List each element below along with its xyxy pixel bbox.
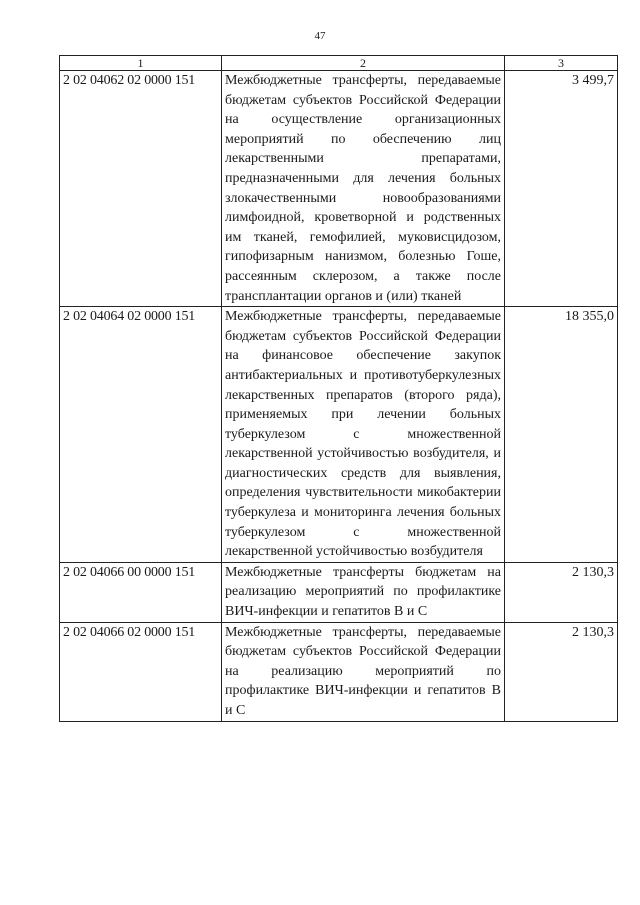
table-row bbox=[60, 622, 618, 721]
budget-code-cell: 2 02 04062 02 0000 151 bbox=[60, 71, 222, 307]
amount-cell: 2 130,3 bbox=[505, 622, 618, 721]
column-header-description: 2 bbox=[222, 56, 505, 71]
description-cell: Межбюджетные трансферты, передаваемые бюджетам субъектов Российской Федерации на реализацию мероприятий по профилактике ВИЧ-инфекции и гепатитов В и С bbox=[222, 622, 505, 721]
page-number: 47 bbox=[314, 30, 326, 42]
budget-code-cell: 2 02 04066 02 0000 151 bbox=[60, 622, 222, 721]
table-row bbox=[60, 71, 618, 307]
amount-cell: 18 355,0 bbox=[505, 307, 618, 563]
table-row bbox=[60, 562, 618, 622]
budget-code-cell: 2 02 04064 02 0000 151 bbox=[60, 307, 222, 563]
budget-code-cell: 2 02 04066 00 0000 151 bbox=[60, 562, 222, 622]
budget-transfers-table bbox=[59, 55, 618, 722]
table-row bbox=[60, 307, 618, 563]
description-cell: Межбюджетные трансферты бюджетам на реализацию мероприятий по профилактике ВИЧ-инфекции и гепатитов В и С bbox=[222, 562, 505, 622]
description-cell: Межбюджетные трансферты, передаваемые бюджетам субъектов Российской Федерации на осуществление организационных мероприятий по обеспечению лиц лекарственными препаратами, предназначенными для лечения больных злокачественными новообразованиями лимфоидной, кроветворной и родственных им тканей, гемофилией, муковисцидозом, гипофизарным нанизмом, болезнью Гоше, рассеянным склерозом, а также после трансплантации органов и (или) тканей bbox=[222, 71, 505, 307]
description-cell: Межбюджетные трансферты, передаваемые бюджетам субъектов Российской Федерации на финансовое обеспечение закупок антибактериальных и противотуберкулезных лекарственных препаратов (второго ряда), применяемых при лечении больных туберкулезом с множественной лекарственной устойчивостью возбудителя, и диагностических средств для выявления, определения чувствительности микобактерии туберкулеза и мониторинга лечения больных туберкулезом с множественной лекарственной устойчивостью возбудителя bbox=[222, 307, 505, 563]
amount-cell: 3 499,7 bbox=[505, 71, 618, 307]
column-header-code: 1 bbox=[60, 56, 222, 71]
amount-cell: 2 130,3 bbox=[505, 562, 618, 622]
column-header-amount: 3 bbox=[505, 56, 618, 71]
table-header-row bbox=[60, 56, 618, 71]
